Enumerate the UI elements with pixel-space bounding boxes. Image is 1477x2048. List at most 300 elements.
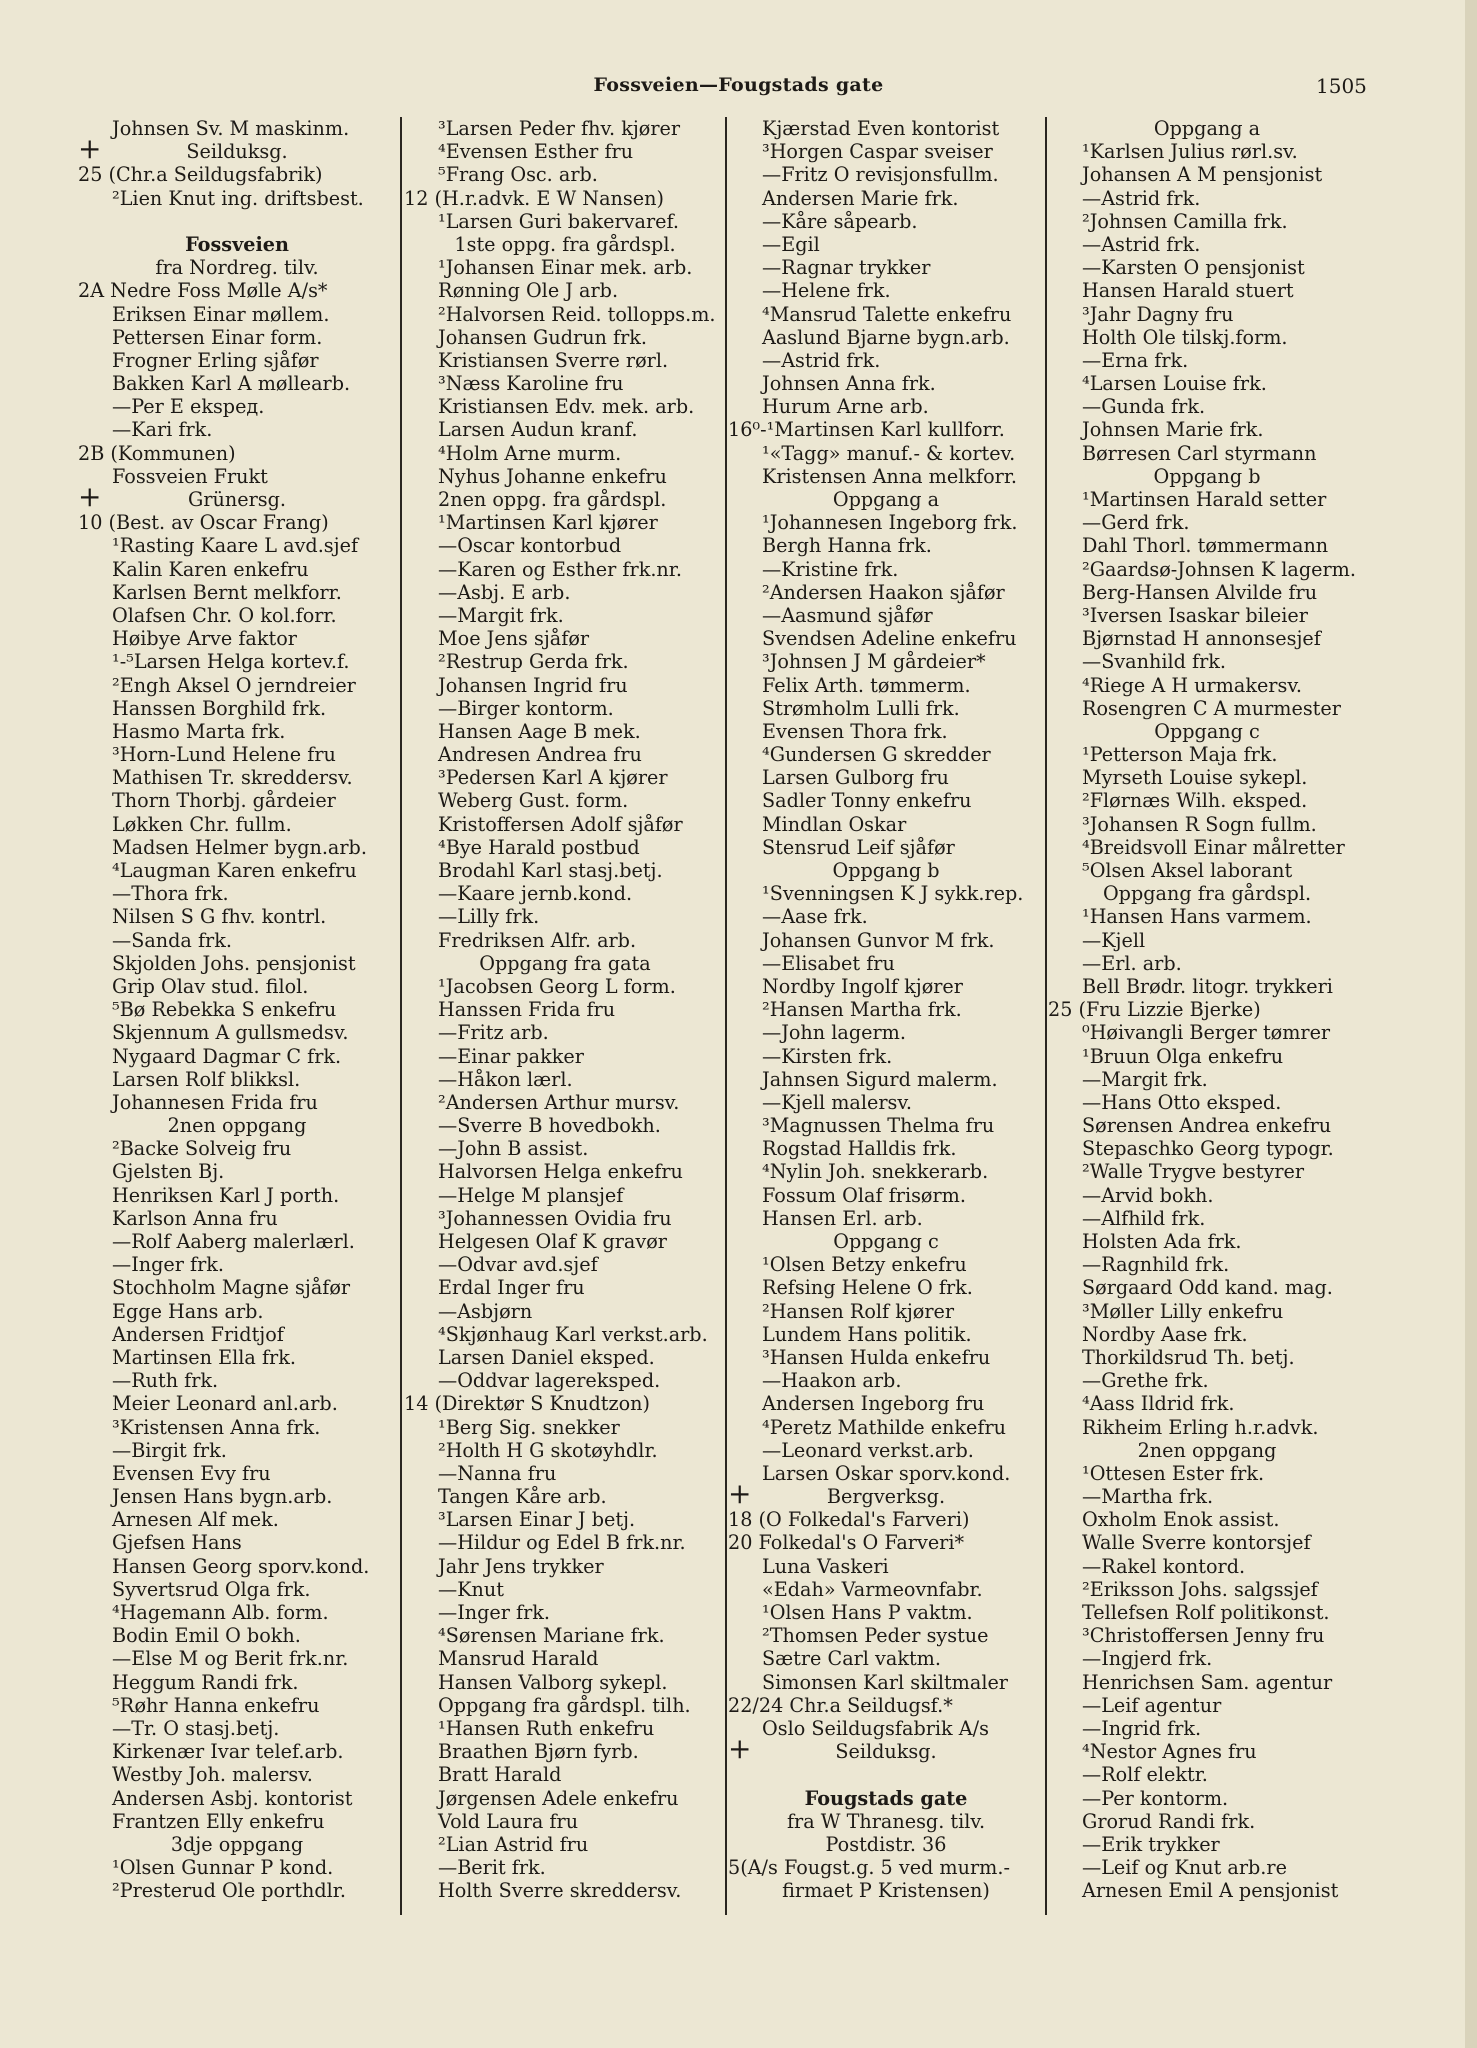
directory-entry: ¹Berg Sig. snekker [438,1415,620,1439]
directory-entry: —Asbjørn [438,1299,533,1323]
directory-entry: —Kåre såpearb. [762,209,918,233]
house-number-line: 12 (H.r.advk. E W Nansen) [404,186,664,210]
street-crossing-line: + Seilduksg. [728,1740,1044,1763]
directory-entry: —Knut [438,1577,504,1601]
directory-entry: ⁴Evensen Esther fru [438,140,634,164]
directory-entry: —Kaare jernb.kond. [438,882,633,906]
directory-entry: —Ragnhild frk. [1082,1253,1230,1277]
directory-entry: ³Larsen Peder fhv. kjører [438,117,681,140]
directory-entry: ¹Olsen Betzy enkefru [762,1253,967,1277]
directory-entry: Lundem Hans politik. [762,1322,972,1346]
directory-entry: ²Backe Solveig fru [112,1137,292,1161]
directory-entry: ³Iversen Isaskar bileier [1082,603,1308,627]
directory-entry: Eriksen Einar møllem. [112,302,330,326]
directory-entry: —Per E ekspeд. [112,395,265,419]
directory-entry: —Oscar kontorbud [438,534,622,558]
directory-entry: ²Johnsen Camilla frk. [1082,209,1288,233]
directory-entry: Løkken Chr. fullm. [112,812,292,836]
directory-entry: Oppgang a [832,488,940,511]
directory-entry: —Fritz O revisjonsfullm. [762,163,999,187]
directory-entry: Hurum Arne arb. [762,395,929,419]
directory-entry: —Inger frk. [112,1253,225,1277]
directory-entry: Rosengren C A murmester [1082,696,1341,720]
directory-entry: Johnsen Sv. M maskinm. [112,117,350,140]
directory-entry: —Kristine frk. [762,557,899,581]
directory-entry: —Leif agentur [1082,1693,1222,1717]
directory-entry: ¹Rasting Kaare L avd.sjef [112,534,359,558]
directory-entry [728,1763,1044,1786]
directory-entry: ¹Karlsen Julius rørl.sv. [1082,140,1298,164]
directory-entry: Fossveien Frukt [112,464,268,488]
directory-entry: Larsen Gulborg fru [762,766,949,790]
directory-entry: fra W Thranesg. tilv. [786,1809,986,1833]
directory-entry: Hansen Georg sporv.kond. [112,1554,370,1578]
house-number-line: 5(A/s Fougst.g. 5 ved murm.- [728,1856,1010,1880]
directory-entry: Thorkildsrud Th. betj. [1082,1345,1295,1369]
directory-entry: Johansen Gudrun frk. [438,325,648,349]
house-number-line: 25 (Fru Lizzie Bjerke) [1048,998,1261,1022]
directory-entry: Simonsen Karl skiltmaler [762,1670,1008,1694]
directory-entry: ³Kristensen Anna frk. [112,1415,321,1439]
directory-entry: ⁴Mansrud Talette enkefru [762,302,1012,326]
directory-entry: Nordby Aase frk. [1082,1322,1248,1346]
directory-entry: «Edah» Varmeovnfabr. [762,1577,983,1601]
directory-entry: —Tr. O stasj.betj. [112,1716,280,1740]
directory-entry: Holsten Ada frk. [1082,1230,1242,1253]
house-number-line: 22/24 Chr.a Seildugsf.* [728,1693,953,1717]
directory-entry: Braathen Bjørn fyrb. [438,1740,639,1764]
directory-entry: ¹Hansen Hans varmem. [1082,905,1312,929]
directory-entry: Stensrud Leif sjåfør [762,835,955,859]
directory-entry: Luna Vaskeri [762,1554,889,1578]
directory-entry: Stochholm Magne sjåfør [112,1276,351,1300]
directory-entry: Walle Sverre kontorsjef [1082,1531,1311,1555]
directory-entry: —Kjell [1082,928,1146,952]
directory-entry: —Ingjerd frk. [1082,1647,1213,1671]
directory-entry: —Astrid frk. [762,348,881,372]
directory-entry: ³Horn-Lund Helene fru [112,743,336,767]
directory-entry: Jørgensen Adele enkefru [438,1786,679,1810]
directory-entry: Berg-Hansen Alvilde fru [1082,580,1318,604]
directory-entry: Johannesen Frida fru [112,1090,318,1114]
directory-entry: Sørensen Andrea enkefru [1082,1114,1332,1138]
directory-entry: —Asbj. E arb. [438,580,571,604]
directory-entry: Fossum Olaf frisørm. [762,1183,966,1207]
directory-entry: ²Engh Aksel O jerndreier [112,673,356,697]
directory-entry: Kristiansen Edv. mek. arb. [438,395,695,419]
directory-column-4 [1048,117,1366,2037]
street-crossing-line: + Bergverksg. [728,1485,1044,1508]
directory-entry: ²Holth H G skotøyhdlr. [438,1438,658,1462]
directory-entry: Grorud Randi frk. [1082,1809,1256,1833]
directory-entry: Holth Ole tilskj.form. [1082,325,1288,349]
directory-entry: Pettersen Einar form. [112,325,323,349]
directory-entry: ³Møller Lilly enkefru [1082,1299,1284,1323]
directory-entry: Rønning Ole J arb. [438,279,619,303]
column-divider [400,117,402,1915]
directory-entry: —Birgit frk. [112,1438,227,1462]
directory-entry: Refsing Helene O frk. [762,1276,973,1300]
directory-entry: ¹Jacobsen Georg L form. [438,974,676,998]
directory-entry: Jahr Jens trykker [438,1554,604,1578]
directory-entry: —Nanna fru [438,1461,557,1485]
directory-entry: Holth Sverre skreddersv. [438,1879,682,1903]
directory-entry: —Martha frk. [1082,1485,1214,1509]
directory-entry: Oslo Seildugsfabrik A/s [762,1716,989,1740]
directory-entry: Nyhus Johanne enkefru [438,464,667,488]
directory-entry: ⁴Holm Arne murm. [438,441,622,465]
directory-entry: ²Hansen Rolf kjører [762,1299,955,1323]
directory-entry: —Leif og Knut arb.re [1082,1856,1287,1880]
directory-entry: —Erl. arb. [1082,951,1182,975]
directory-entry: Aaslund Bjarne bygn.arb. [762,325,1010,349]
directory-entry: —Erna frk. [1082,348,1189,372]
directory-entry: Jahnsen Sigurd malerm. [762,1067,998,1091]
directory-entry: ¹Ottesen Ester frk. [1082,1461,1265,1485]
directory-entry: Sørgaard Odd kand. mag. [1082,1276,1333,1300]
directory-entry: fra Nordreg. tilv. [155,256,319,280]
directory-entry: Oppgang a [1153,117,1261,140]
directory-entry: Meier Leonard anl.arb. [112,1392,338,1416]
directory-entry: —Hans Otto eksped. [1082,1090,1282,1114]
directory-entry: Martinsen Ella frk. [112,1345,296,1369]
directory-entry: Madsen Helmer bygn.arb. [112,835,367,859]
directory-entry: Myrseth Louise sykepl. [1082,766,1308,790]
directory-entry: ²Flørnæs Wilh. eksped. [1082,789,1308,813]
directory-entry: ¹Svenningsen K J sykk.rep. [762,882,1024,906]
directory-entry: ²Andersen Arthur mursv. [438,1090,680,1114]
directory-entry: ²Restrup Gerda frk. [438,650,629,674]
directory-entry: ⁵Bø Rebekka S enkefru [112,998,337,1022]
directory-entry: Oppgang c [833,1230,939,1253]
directory-entry: Hansen Valborg sykepl. [438,1670,668,1694]
directory-entry: ²Halvorsen Reid. tollopps.m. [438,302,716,326]
directory-entry: —Gunda frk. [1082,395,1206,419]
directory-entry: Hansen Erl. arb. [762,1206,923,1230]
directory-entry: ⁴Hagemann Alb. form. [112,1601,329,1624]
directory-entry: Fredriksen Alfr. arb. [438,928,637,952]
directory-entry: ⁴Peretz Mathilde enkefru [762,1415,1007,1439]
directory-entry [78,210,396,233]
directory-entry: Bergh Hanna frk. [762,534,932,558]
directory-entry: ¹Bruun Olga enkefru [1082,1044,1284,1068]
directory-entry: —Helge M plansjef [438,1183,624,1207]
directory-entry: ¹Johannesen Ingeborg frk. [762,511,1018,535]
directory-entry: Frantzen Elly enkefru [112,1809,325,1833]
directory-entry: Nygaard Dagmar C frk. [112,1044,342,1068]
street-crossing-line: + Seilduksg. [78,140,396,163]
directory-entry: ²Walle Trygve bestyrer [1082,1160,1305,1184]
directory-entry: Sadler Tonny enkefru [762,789,972,813]
directory-entry: Dahl Thorl. tømmermann [1082,534,1329,558]
directory-entry: Andersen Marie frk. [762,186,959,210]
directory-entry: ⁴Larsen Louise frk. [1082,372,1267,396]
directory-entry: —Svanhild frk. [1082,650,1226,674]
directory-entry: —Lilly frk. [438,905,540,929]
directory-entry: Rogstad Halldis frk. [762,1137,957,1161]
directory-entry: Heggum Randi frk. [112,1670,299,1694]
directory-entry: ³Hansen Hulda enkefru [762,1345,991,1369]
directory-entry: Hansen Harald stuert [1082,279,1294,303]
directory-entry: Johnsen Marie frk. [1082,418,1264,442]
directory-entry: ³Jahr Dagny fru [1082,302,1234,326]
directory-entry: Larsen Daniel eksped. [438,1345,655,1369]
directory-entry: Bell Brødr. litogr. trykkeri [1082,974,1333,998]
directory-entry: Kristensen Anna melkforr. [762,464,1017,488]
directory-entry: Karlson Anna fru [112,1206,278,1230]
directory-entry: Grip Olav stud. filol. [112,974,309,998]
directory-entry: Brodahl Karl stasj.betj. [438,859,663,882]
directory-entry: ⁰Høivangli Berger tømrer [1082,1021,1331,1045]
directory-entry: ¹Olsen Gunnar P kond. [112,1856,334,1880]
directory-entry: Arnesen Alf mek. [112,1508,279,1532]
directory-entry: Johansen A M pensjonist [1082,163,1323,187]
directory-entry: —Karen og Esther frk.nr. [438,557,682,581]
directory-column-1 [78,117,396,2037]
directory-entry: —Rolf Aaberg malerlærl. [112,1230,355,1253]
directory-entry: ²Andersen Haakon sjåfør [762,580,1005,604]
directory-entry: firmaet P Kristensen) [782,1879,990,1903]
directory-entry: ²Eriksson Johs. salgssjef [1082,1577,1318,1601]
directory-entry: —Elisabet fru [762,951,895,975]
directory-entry: Rikheim Erling h.r.advk. [1082,1415,1319,1439]
directory-entry: ¹-⁵Larsen Helga kortev.f. [112,650,350,674]
directory-entry: Evensen Evy fru [112,1461,271,1485]
directory-entry: ⁴Riege A H urmakersv. [1082,673,1302,697]
directory-entry: ³Pedersen Karl A kjører [438,766,668,790]
directory-entry: —Thora frk. [112,882,229,906]
directory-entry: Larsen Rolf blikksl. [112,1067,301,1091]
directory-entry: Olafsen Chr. O kol.forr. [112,603,337,627]
directory-entry: Kirkenær Ivar telef.arb. [112,1740,344,1764]
directory-entry: Larsen Oskar sporv.kond. [762,1461,1011,1485]
directory-entry: —Sanda frk. [112,928,232,952]
house-number-line: 2A Nedre Foss Mølle A/s* [78,279,328,303]
directory-entry: Bodin Emil O bokh. [112,1624,301,1648]
directory-entry: Oppgang fra gata [479,951,651,975]
directory-entry: Svendsen Adeline enkefru [762,627,1017,651]
directory-entry: —Einar pakker [438,1044,584,1068]
directory-entry: —Sverre B hovedbokh. [438,1114,661,1138]
directory-entry: Mathisen Tr. skreddersv. [112,766,353,790]
directory-entry: Høibye Arve faktor [112,627,297,651]
directory-entry: —Else M og Berit frk.nr. [112,1647,349,1671]
directory-entry: Halvorsen Helga enkefru [438,1160,683,1184]
directory-entry: —Fritz arb. [438,1021,549,1045]
directory-entry: Westby Joh. malersv. [112,1763,313,1787]
directory-entry: Skjennum A gullsmedsv. [112,1021,349,1045]
directory-entry: —Berit frk. [438,1856,546,1880]
directory-entry: ¹Petterson Maja frk. [1082,743,1278,767]
directory-entry: Gjefsen Hans [112,1531,242,1555]
directory-entry: Hasmo Marta frk. [112,719,286,743]
directory-entry: —Margit frk. [1082,1067,1208,1091]
directory-entry: Hanssen Frida fru [438,998,616,1022]
directory-entry: Andersen Fridtjof [112,1322,284,1346]
directory-entry: Mindlan Oskar [762,812,907,836]
directory-entry: ²Lien Knut ing. driftsbest. [112,186,364,210]
directory-entry: Mansrud Harald [438,1647,599,1671]
directory-entry: Felix Arth. tømmerm. [762,673,971,697]
directory-entry: ²Gaardsø-Johnsen K lagerm. [1082,557,1356,581]
directory-entry: Skjolden Johs. pensjonist [112,951,356,975]
directory-column-2 [404,117,726,2037]
directory-entry: ⁴Aass Ildrid frk. [1082,1392,1235,1416]
directory-entry: ³Horgen Caspar sveiser [762,140,993,164]
directory-entry: ⁴Nestor Agnes fru [1082,1740,1257,1764]
directory-entry: Kjærstad Even kontorist [762,117,1000,140]
directory-entry: ²Lian Astrid fru [438,1832,589,1856]
directory-entry: —Haakon arb. [762,1369,902,1393]
directory-entry: Strømholm Lulli frk. [762,696,960,720]
directory-entry: Oppgang b [1153,464,1261,488]
page-edge [1465,0,1477,2048]
directory-entry: Andersen Asbj. kontorist [112,1786,353,1810]
house-number-line: 2B (Kommunen) [78,441,236,465]
directory-entry: —John B assist. [438,1137,589,1161]
directory-entry: —Oddvar lagereksped. [438,1369,661,1393]
directory-entry: —Arvid bokh. [1082,1183,1214,1207]
directory-entry: —Kjell malersv. [762,1090,913,1114]
page-number: 1505 [1316,74,1367,98]
directory-entry: Oppgang fra gårdspl. [1102,882,1312,906]
directory-entry: ¹Hansen Ruth enkefru [438,1716,655,1740]
directory-entry: Johnsen Anna frk. [762,372,936,396]
directory-entry: Helgesen Olaf K gravør [438,1230,667,1253]
directory-entry: —Kirsten frk. [762,1044,893,1068]
directory-entry: Syvertsrud Olga frk. [112,1577,311,1601]
directory-entry: Karlsen Bernt melkforr. [112,580,342,604]
directory-entry: 2nen oppg. fra gårdspl. [438,488,667,511]
directory-entry: —Odvar avd.sjef [438,1253,598,1277]
directory-entry: —Margit frk. [438,603,564,627]
directory-entry: —Helene frk. [762,279,891,303]
directory-entry: Bakken Karl A møllearb. [112,372,351,396]
directory-entry: —Leonard verkst.arb. [762,1438,974,1462]
directory-entry: Frogner Erling sjåfør [112,348,319,372]
directory-entry: Vold Laura fru [438,1809,579,1833]
directory-entry: 1ste oppg. fra gårdspl. [454,232,676,256]
directory-entry: ³Johansen R Sogn fullm. [1082,812,1317,836]
directory-entry: Evensen Thora frk. [762,719,948,743]
directory-entry: ³Johannessen Ovidia fru [438,1206,672,1230]
house-number-line: 16⁰-¹Martinsen Karl kullforr. [728,418,1005,442]
directory-entry: ⁴Sørensen Mariane frk. [438,1624,665,1648]
directory-entry: ⁴Bye Harald postbud [438,835,640,859]
directory-entry: ¹Martinsen Harald setter [1082,488,1327,511]
directory-entry: Hanssen Borghild frk. [112,696,327,720]
directory-entry: Hansen Aage B mek. [438,719,641,743]
directory-entry: Tangen Kåre arb. [438,1485,607,1509]
directory-entry: ⁴Nylin Joh. snekkerarb. [762,1160,989,1184]
street-heading: Fougstads gate [804,1786,968,1810]
directory-entry: —Alfhild frk. [1082,1206,1206,1230]
directory-entry: 2nen oppgang [167,1114,307,1138]
directory-entry: —Astrid frk. [1082,186,1201,210]
directory-entry: ²Presterud Ole porthdlr. [112,1879,346,1903]
directory-entry: Nordby Ingolf kjører [762,974,963,998]
directory-entry: —Egil [762,232,820,256]
directory-entry: —Rakel kontord. [1082,1554,1246,1578]
house-number-line: 25 (Chr.a Seildugsfabrik) [78,163,323,187]
directory-entry: —Karsten O pensjonist [1082,256,1305,280]
directory-entry: Tellefsen Rolf politikonst. [1082,1601,1330,1624]
directory-entry: Arnesen Emil A pensjonist [1082,1879,1339,1903]
directory-entry: —Hildur og Edel B frk.nr. [438,1531,686,1555]
directory-entry: ³Næss Karoline fru [438,372,624,396]
directory-entry: Andresen Andrea fru [438,743,642,767]
directory-entry: —Astrid frk. [1082,232,1201,256]
directory-entry: ⁴Laugman Karen enkefru [112,859,357,882]
page-title: Fossveien—Fougstads gate [593,74,884,96]
directory-entry: Kristiansen Sverre rørl. [438,348,669,372]
directory-entry: —Ingrid frk. [1082,1716,1202,1740]
directory-entry: ¹Johansen Einar mek. arb. [438,256,693,280]
directory-entry: Johansen Gunvor M frk. [762,928,995,952]
house-number-line: 20 Folkedal's O Farveri* [728,1531,965,1555]
directory-entry: —Birger kontorm. [438,696,614,720]
directory-entry: Bratt Harald [438,1763,562,1787]
directory-entry: Kristoffersen Adolf sjåfør [438,812,683,836]
directory-entry: Moe Jens sjåfør [438,627,590,651]
directory-entry: Bjørnstad H annonsesjef [1082,627,1321,651]
directory-entry: ⁴Skjønhaug Karl verkst.arb. [438,1322,708,1346]
column-divider [1045,117,1047,1915]
directory-entry: —John lagerm. [762,1021,906,1045]
directory-entry: 2nen oppgang [1137,1438,1277,1462]
directory-entry: Henrichsen Sam. agentur [1082,1670,1333,1694]
directory-entry: Oppgang fra gårdspl. tilh. [438,1693,691,1717]
directory-entry: —Ragnar trykker [762,256,931,280]
directory-entry: Erdal Inger fru [438,1276,585,1300]
directory-entry: ¹«Tagg» manuf.- & kortev. [762,441,1016,465]
directory-entry: —Rolf elektr. [1082,1763,1208,1787]
directory-entry: ⁴Breidsvoll Einar målretter [1082,835,1345,859]
directory-entry: —Grethe frk. [1082,1369,1209,1393]
directory-entry: Henriksen Karl J porth. [112,1183,340,1207]
directory-entry: —Aase frk. [762,905,868,929]
directory-entry: ³Johnsen J M gårdeier* [762,650,986,674]
directory-entry: Stepaschko Georg typogr. [1082,1137,1334,1161]
directory-entry: Andersen Ingeborg fru [762,1392,985,1416]
directory-entry: Oppgang b [832,859,940,882]
directory-entry: Weberg Gust. form. [438,789,629,813]
directory-entry: ²Hansen Martha frk. [762,998,962,1022]
directory-entry: Sætre Carl vaktm. [762,1647,941,1671]
directory-entry: —Håkon lærl. [438,1067,573,1091]
directory-entry: ³Magnussen Thelma fru [762,1114,995,1138]
directory-entry: Thorn Thorbj. gårdeier [112,789,336,813]
directory-entry: —Aasmund sjåfør [762,603,933,627]
house-number-line: 18 (O Folkedal's Farveri) [728,1508,970,1532]
directory-entry: Larsen Audun kranf. [438,418,638,442]
street-crossing-line: + Grünersg. [78,488,396,511]
directory-entry: ⁵Olsen Aksel laborant [1082,859,1293,882]
directory-entry: ¹Martinsen Karl kjører [438,511,658,535]
directory-entry: ⁵Frang Osc. arb. [438,163,598,187]
directory-entry: ³Christoffersen Jenny fru [1082,1624,1325,1648]
directory-entry: Postdistr. 36 [825,1832,947,1856]
directory-entry: —Erik trykker [1082,1832,1220,1856]
house-number-line: 14 (Direktør S Knudtzon) [404,1392,650,1416]
street-heading: Fossveien [185,232,289,256]
directory-entry: —Inger frk. [438,1601,551,1624]
directory-entry: Nilsen S G fhv. kontrl. [112,905,327,929]
directory-entry: ⁴Gundersen G skredder [762,743,991,767]
directory-entry: —Per kontorm. [1082,1786,1229,1810]
directory-entry: ⁵Røhr Hanna enkefru [112,1693,320,1717]
directory-entry: Egge Hans arb. [112,1299,264,1323]
